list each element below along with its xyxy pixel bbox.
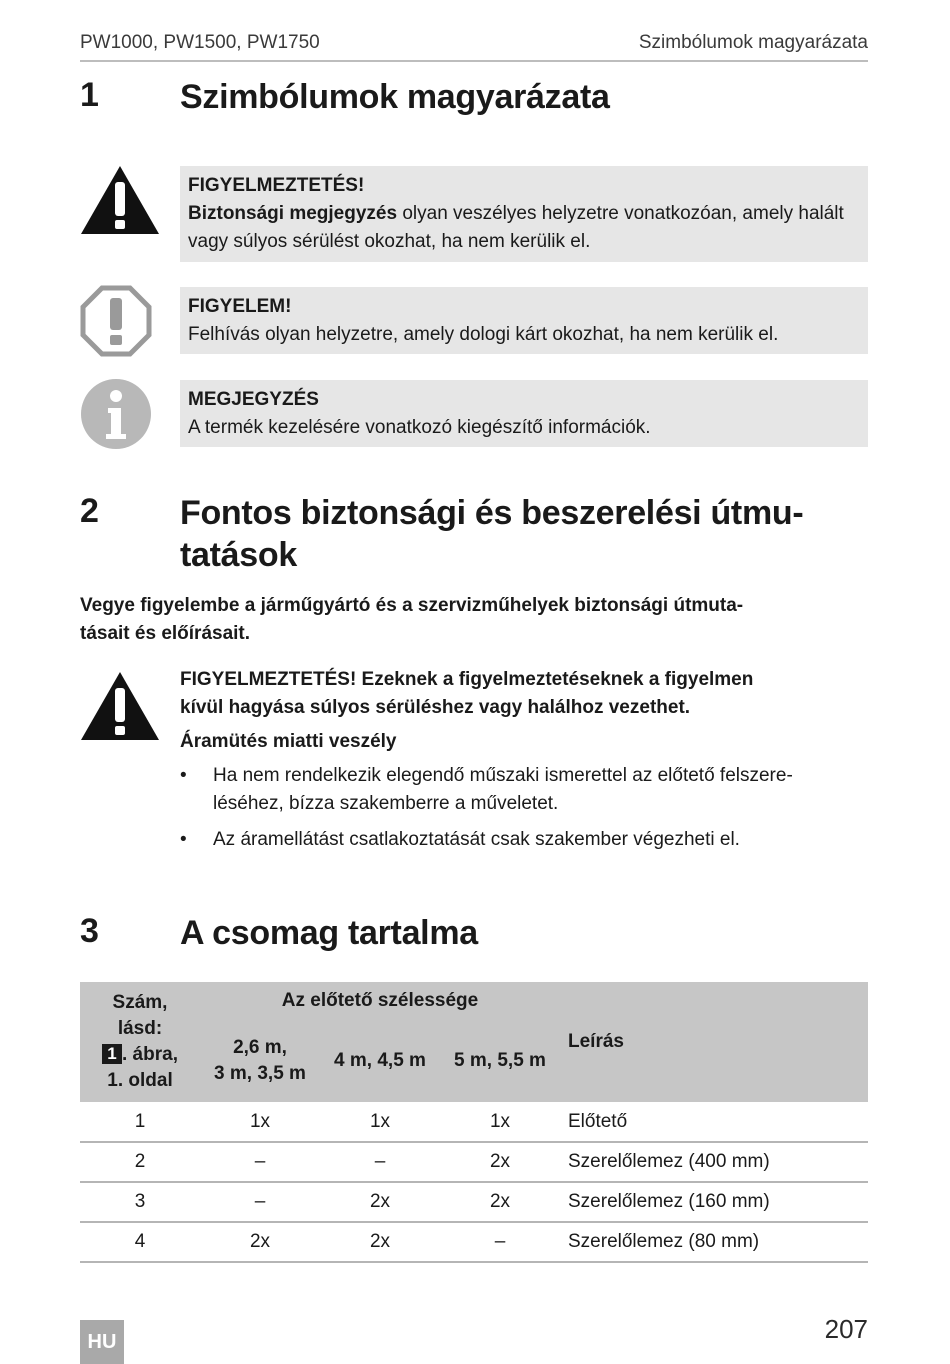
safety-intro-line1: Vegye figyelembe a járműgyártó és a szervizműhelyek biztonsági útmuta-	[80, 595, 744, 616]
row-description: Szerelőlemez (160 mm)	[560, 1182, 868, 1222]
octagon-exclamation-icon	[80, 285, 152, 357]
caution-heading: FIGYELEM!	[188, 296, 292, 317]
col-description-header: Leírás	[560, 982, 868, 1102]
bullet-icon: •	[180, 765, 187, 786]
table-row	[80, 1102, 868, 1142]
warning-bold-lead: Biztonsági megjegyzés	[188, 203, 398, 224]
figure-badge: 1	[102, 1044, 122, 1064]
row-qty-width-1: –	[200, 1142, 320, 1182]
warning-strong-line1: FIGYELMEZTETÉS! Ezeknek a figyelmeztetéseknek a figyelmen	[180, 669, 754, 690]
row-number: 2	[80, 1142, 200, 1182]
warning-notice	[180, 166, 868, 262]
section-2-title	[180, 492, 870, 576]
width-group-header: Az előtető szélessége	[200, 982, 560, 1020]
table-row	[80, 1142, 868, 1182]
bullet-icon: •	[180, 829, 187, 850]
package-contents-table	[80, 982, 868, 1263]
row-qty-width-2: –	[320, 1142, 440, 1182]
row-qty-width-1: 2x	[200, 1222, 320, 1262]
col-width-3-header: 5 m, 5,5 m	[440, 1020, 560, 1102]
page-number: 207	[824, 1314, 868, 1344]
warning-triangle-icon	[80, 164, 160, 236]
info-circle-icon	[80, 378, 152, 450]
col-number-header	[80, 982, 200, 1102]
row-number: 1	[80, 1102, 200, 1142]
row-qty-width-2: 2x	[320, 1182, 440, 1222]
section-3-number: 3	[80, 912, 99, 950]
running-header	[80, 30, 868, 62]
caution-notice	[180, 287, 868, 354]
section-1-title: Szimbólumok magyarázata	[180, 78, 610, 116]
col-number-line: Szám,	[112, 992, 168, 1013]
warning-strong-line2: kívül hagyása súlyos sérüléshez vagy halálhoz vezethet.	[180, 697, 691, 718]
row-qty-width-3: 2x	[440, 1182, 560, 1222]
caution-text: Felhívás olyan helyzetre, amely dologi kárt okozhat, ha nem kerülik el.	[188, 324, 779, 345]
col-number-line: 1. oldal	[107, 1070, 173, 1091]
row-number: 3	[80, 1182, 200, 1222]
col-number-line: . ábra,	[122, 1044, 178, 1065]
row-qty-width-3: 2x	[440, 1142, 560, 1182]
section-3-title: A csomag tartalma	[180, 914, 478, 952]
list-item	[180, 762, 868, 818]
section-1-number: 1	[80, 76, 99, 114]
row-qty-width-2: 1x	[320, 1102, 440, 1142]
list-item	[180, 826, 868, 854]
section-2-title-line1: Fontos biztonsági és beszerelési útmu-	[180, 494, 804, 532]
header-models: PW1000, PW1500, PW1750	[80, 32, 320, 53]
row-description: Előtető	[560, 1102, 868, 1142]
row-qty-width-1: 1x	[200, 1102, 320, 1142]
electric-shock-warning	[180, 666, 868, 862]
table-row	[80, 1222, 868, 1262]
note-text: A termék kezelésére vonatkozó kiegészítő információk.	[188, 417, 651, 438]
table-header-row	[80, 982, 868, 1020]
col-width-1-line: 2,6 m,	[233, 1037, 287, 1058]
warning-text: olyan veszélyes helyzetre vonatkozóan, amely halált vagy súlyos sérülést okozhat, ha nem kerülik el.	[188, 203, 844, 252]
bullet-line: Ha nem rendelkezik elegendő műszaki ismerettel az előtető felszere-	[213, 765, 793, 786]
row-description: Szerelőlemez (80 mm)	[560, 1222, 868, 1262]
col-number-line: lásd:	[117, 1018, 163, 1039]
col-width-1-line: 3 m, 3,5 m	[214, 1063, 306, 1084]
note-notice	[180, 380, 868, 447]
warning-subheading: Áramütés miatti veszély	[180, 731, 397, 752]
bullet-line: Az áramellátást csatlakoztatását csak szakember végezheti el.	[213, 829, 740, 850]
row-qty-width-3: –	[440, 1222, 560, 1262]
row-description: Szerelőlemez (400 mm)	[560, 1142, 868, 1182]
header-section: Szimbólumok magyarázata	[638, 32, 868, 53]
row-qty-width-1: –	[200, 1182, 320, 1222]
note-heading: MEGJEGYZÉS	[188, 389, 319, 410]
language-tab: HU	[80, 1320, 124, 1364]
warning-bullet-list	[180, 762, 868, 854]
warning-triangle-icon	[80, 670, 160, 742]
safety-intro-line2: tásait és előírásait.	[80, 623, 251, 644]
section-2-number: 2	[80, 492, 99, 530]
col-width-2-header: 4 m, 4,5 m	[320, 1020, 440, 1102]
row-qty-width-3: 1x	[440, 1102, 560, 1142]
row-qty-width-2: 2x	[320, 1222, 440, 1262]
safety-intro	[80, 592, 870, 648]
col-width-1-header	[200, 1020, 320, 1102]
table-row	[80, 1182, 868, 1222]
row-number: 4	[80, 1222, 200, 1262]
bullet-line: léséhez, bízza szakemberre a műveletet.	[213, 793, 559, 814]
warning-heading: FIGYELMEZTETÉS!	[188, 175, 365, 196]
section-2-title-line2: tatások	[180, 536, 297, 574]
